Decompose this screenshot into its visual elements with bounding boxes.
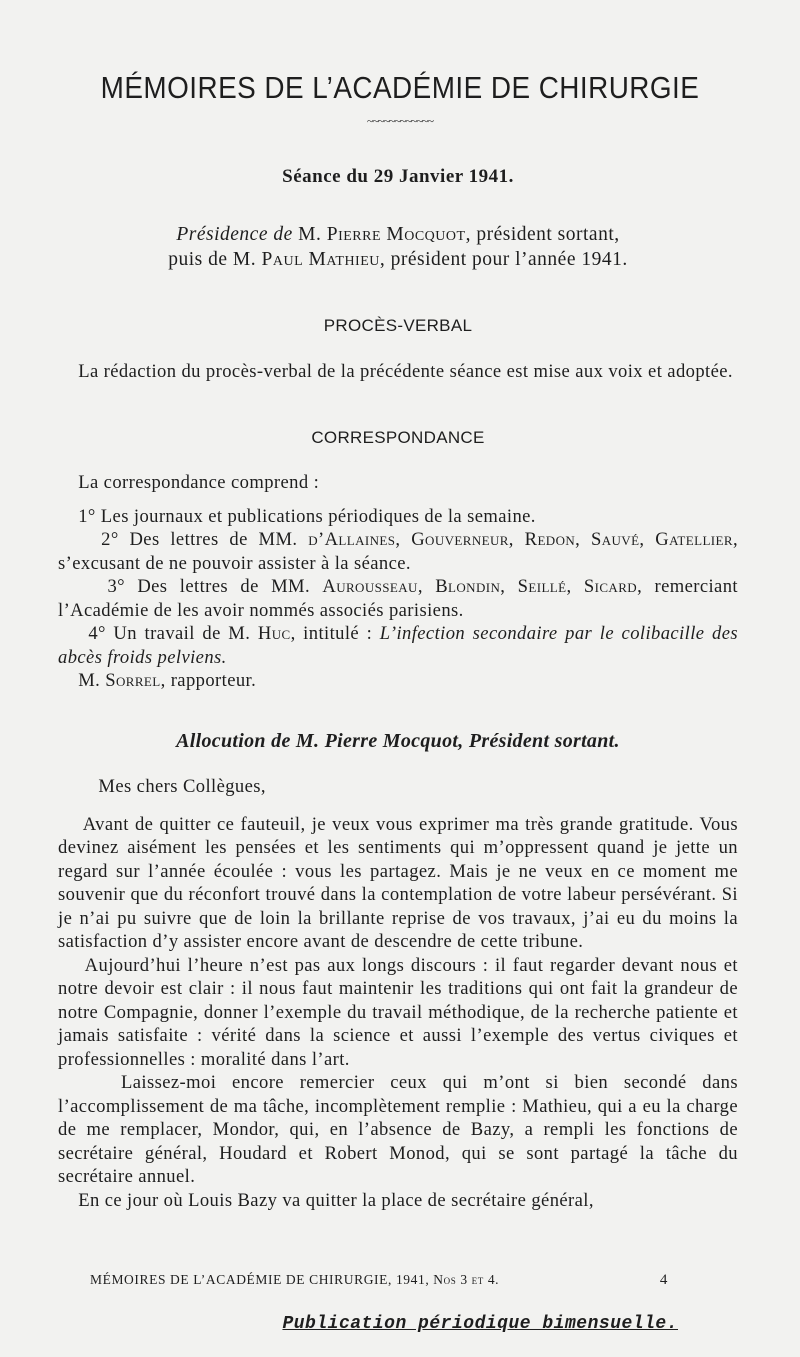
correspondance-item-4 (58, 622, 738, 669)
salutation-text: Mes chers Collègues, (98, 776, 266, 797)
allocution-body (58, 775, 738, 1212)
presidence-text-2b: , président pour l’année 1941. (379, 249, 628, 270)
item-4-text-b: , intitulé : (290, 623, 373, 644)
item-4-text-a: 4° Un travail de M. (88, 623, 251, 644)
presidence-line-2 (58, 247, 738, 272)
presidence-prefix: Présidence de (176, 224, 293, 245)
presidence-line-1 (58, 222, 738, 247)
page-number: 4 (659, 1272, 668, 1288)
item-1-text: 1° Les journaux et publications périodiques de la semaine. (78, 505, 536, 527)
allocution-paragraph-1 (58, 813, 738, 954)
correspondance-heading: CORRESPONDANCE (311, 428, 485, 447)
correspondance-block (58, 471, 738, 693)
presidence-block (58, 222, 738, 272)
allocution-paragraph-4 (58, 1189, 738, 1213)
paragraph-1-text: Avant de quitter ce fauteuil, je veux vous exprimer ma très grande gratitude. Vous devinez aisément les pensées et les sentiments qui m’oppressent quand je jette un regard sur l’année écoulée : vous les partagez. Mais je ne veux en ce moment me souvenir que du réconfort trouvé dans la contemplation de votre labeur persévérant. Si je n’ai pu suivre que de loin la brillante reprise de vos travaux, j’ai eu du moins la satisfaction d’y assister encore avant de descendre de cette tribune. (58, 813, 738, 952)
allocution-paragraph-3 (58, 1071, 738, 1189)
rapporteur-m: M. (78, 670, 101, 691)
running-footer (90, 1272, 668, 1288)
rapporteur-name: Sorrel (105, 670, 161, 691)
title-ornament: ~~~~~~~~~~~~ (367, 114, 433, 128)
footer-journal: MÉMOIRES DE L’ACADÉMIE DE CHIRURGIE, 1941, Nos 3 et 4. (90, 1272, 500, 1287)
proces-verbal-text (58, 360, 738, 384)
presidence-m: M. (298, 224, 322, 245)
correspondance-intro (58, 471, 738, 495)
allocution-heading: Allocution de M. Pierre Mocquot, Président sortant. (176, 730, 620, 752)
item-4-name: Huc (257, 623, 291, 644)
correspondance-item-3 (58, 575, 738, 622)
correspondance-intro-text: La correspondance comprend : (78, 472, 320, 493)
item-3-names: Aurousseau, Blondin, Seillé, Sicard, (322, 576, 643, 597)
allocution-paragraph-2 (58, 954, 738, 1072)
item-2-names: d’Allaines, Gouverneur, Redon, Sauvé, Gatellier, (308, 529, 738, 550)
item-3-text-b: remerciant l’Académie de les avoir nommés associés parisiens. (58, 576, 738, 621)
seance-date: Séance du 29 Janvier 1941. (282, 166, 514, 187)
presidence-text-2a: puis de M. (168, 249, 257, 270)
publication-note: Publication périodique bimensuelle. (282, 1314, 678, 1334)
proces-verbal-body: La rédaction du procès-verbal de la précédente séance est mise aux voix et adoptée. (78, 361, 733, 382)
paragraph-2-text: Aujourd’hui l’heure n’est pas aux longs discours : il faut regarder devant nous et notre devoir est clair : il nous faut maintenir les traditions qui ont fait la grandeur de notre Compagnie, donner l’exemple du travail méthodique, de la recherche patiente et jamais satisfaite : vérité dans la science et aussi l’exemple des vertus civiques et professionnelles : moralité dans l’art. (58, 954, 738, 1070)
paragraph-3-text: Laissez-moi encore remercier ceux qui m’ont si bien secondé dans l’accomplissement de ma tâche, incomplètement remplie : Mathieu, qui a eu la charge de me remplacer, Mondor, qui, en l’absence de Bazy, a rempli les fonctions de secrétaire général, Houdard et Robert Monod, qui se sont partagé la tâche du secrétaire annuel. (58, 1072, 738, 1187)
proces-verbal-heading: PROCÈS-VERBAL (323, 316, 473, 335)
correspondance-item-2 (58, 528, 738, 575)
presidence-text-1: , président sortant, (465, 224, 620, 245)
item-4-title: L’infection secondaire par le colibacille des abcès froids pelviens. (58, 623, 738, 668)
president-name-2: Paul Mathieu (261, 249, 380, 270)
item-2-text-a: 2° Des lettres de MM. (101, 529, 298, 550)
journal-title: MÉMOIRES DE L’ACADÉMIE DE CHIRURGIE (100, 70, 700, 105)
correspondance-item-1 (58, 505, 738, 529)
paragraph-4-text: En ce jour où Louis Bazy va quitter la place de secrétaire général, (78, 1189, 594, 1211)
salutation (58, 775, 738, 799)
rapporteur-line (58, 669, 738, 693)
president-name-1: Pierre Mocquot (326, 224, 466, 245)
item-3-text-a: 3° Des lettres de MM. (107, 576, 311, 597)
rapporteur-text: , rapporteur. (160, 670, 257, 691)
item-2-text-b: s’excusant de ne pouvoir assister à la séance. (58, 552, 411, 574)
